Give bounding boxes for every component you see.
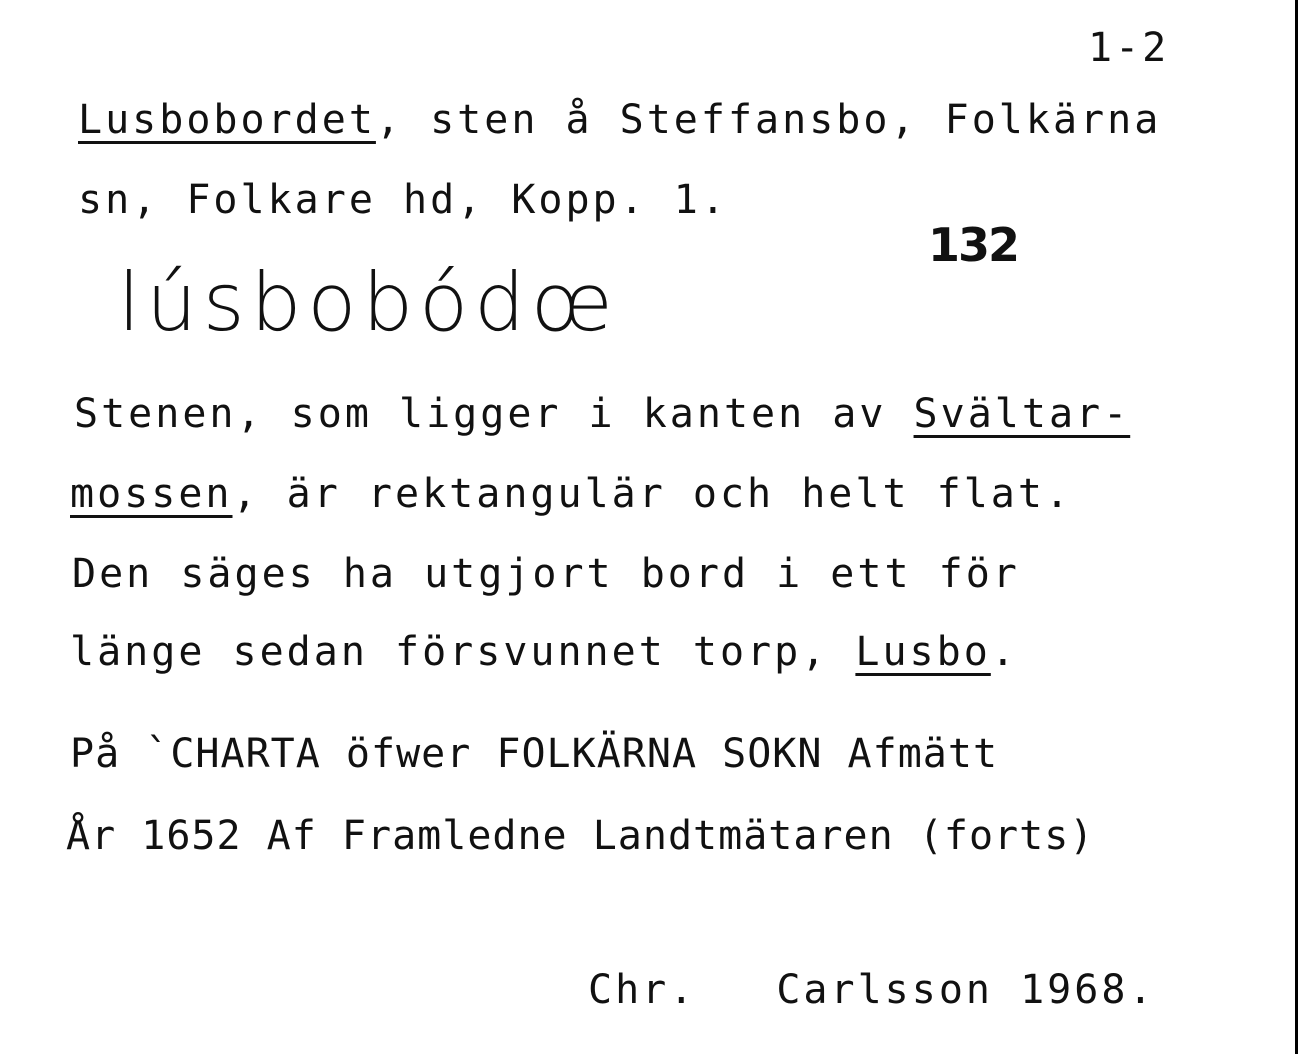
heading-description: , sten å Steffansbo, Folkärna: [375, 97, 1162, 143]
card-edge: [1295, 0, 1298, 1054]
heading-line-2: sn, Folkare hd, Kopp. 1.: [78, 177, 728, 223]
body-line-2: [70, 470, 1072, 518]
body-line-1: [74, 390, 1130, 438]
signature: [588, 966, 1155, 1014]
place-name: Lusbobordet: [78, 97, 376, 143]
place-name: Lusbo: [855, 629, 991, 675]
body-line-4: [70, 628, 1018, 676]
card-number: 1-2: [1088, 25, 1170, 71]
signature-initials: Chr.: [588, 967, 697, 1013]
source-line-1: På `CHARTA öfwer FOLKÄRNA SOKN Afmätt: [70, 731, 999, 777]
body-text: länge sedan försvunnet torp,: [70, 629, 856, 675]
body-line-3: Den säges ha utgjort bord i ett för: [72, 551, 1020, 597]
body-text: , är rektangulär och helt flat.: [232, 471, 1073, 517]
handwritten-pronunciation: lúsbobódœ: [118, 256, 619, 349]
body-text: .: [990, 629, 1018, 675]
handwritten-number: 132: [928, 218, 1019, 272]
body-text: Stenen, som ligger i kanten av: [74, 391, 914, 437]
signature-name-year: Carlsson 1968.: [776, 967, 1156, 1013]
place-name: mossen: [70, 471, 233, 517]
heading-line-1: [78, 96, 1161, 144]
source-line-2: År 1652 Af Framledne Landtmätaren (forts): [66, 813, 1095, 859]
place-name: Svältar-: [913, 391, 1131, 437]
